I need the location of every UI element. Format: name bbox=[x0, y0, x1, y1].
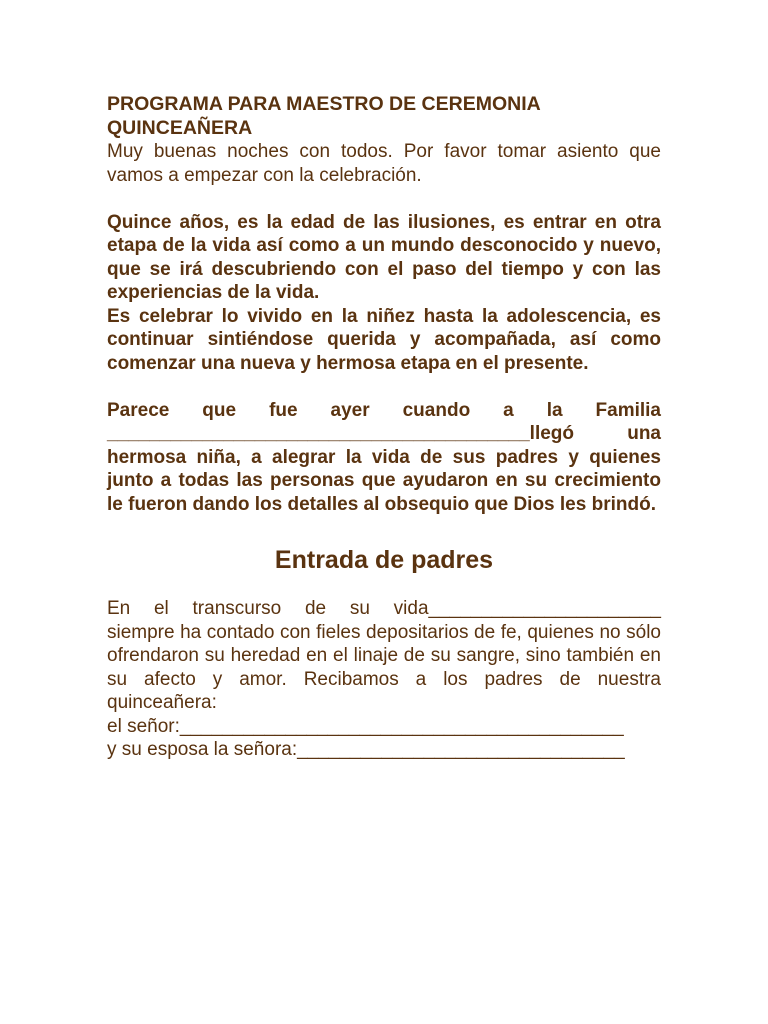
senora-blank-line: y su esposa la señora:_______________________________ bbox=[107, 739, 625, 760]
paragraph-familia-line-2: ________________________________________llegó una bbox=[107, 423, 661, 444]
paragraph-familia-rest: hermosa niña, a alegrar la vida de sus padres y quienes junto a todas las personas que ayudaron en su crecimiento le fueron dando los detalles al obsequio que Dios les brindó. bbox=[107, 446, 661, 515]
paragraph-quince-anos: Quince años, es la edad de las ilusiones, es entrar en otra etapa de la vida así como a un mundo desconocido y nuevo, que se irá descubriendo con el paso del tiempo y con las experiencias de la vida. bbox=[107, 211, 661, 303]
spacer bbox=[107, 187, 661, 211]
paragraph-familia-line-1: Parece que fue ayer cuando a la Familia bbox=[107, 399, 661, 421]
spacer bbox=[107, 375, 661, 399]
paragraph-transcurso-rest: siempre ha contado con fieles depositarios de fe, quienes no sólo ofrendaron su heredad en el linaje de su sangre, sino también en su afecto y amor. Recibamos a los padres de nuestra quinceañera: bbox=[107, 621, 661, 713]
paragraph-celebrar: Es celebrar lo vivido en la niñez hasta la adolescencia, es continuar sintiéndose querida y acompañada, así como comenzar una nueva y hermosa etapa en el presente. bbox=[107, 305, 661, 374]
section-heading-entrada-padres: Entrada de padres bbox=[274, 546, 494, 574]
document-title bbox=[107, 92, 661, 140]
greeting-paragraph: Muy buenas noches con todos. Por favor tomar asiento que vamos a empezar con la celebración. bbox=[107, 141, 661, 186]
title-line-1: PROGRAMA PARA MAESTRO DE CEREMONIA bbox=[107, 93, 541, 115]
document-page bbox=[107, 92, 661, 762]
senor-blank-line: el señor:__________________________________________ bbox=[107, 715, 624, 737]
paragraph-transcurso-line-1: En el transcurso de su vida______________________ bbox=[107, 598, 661, 619]
title-line-2: QUINCEAÑERA bbox=[107, 117, 253, 139]
